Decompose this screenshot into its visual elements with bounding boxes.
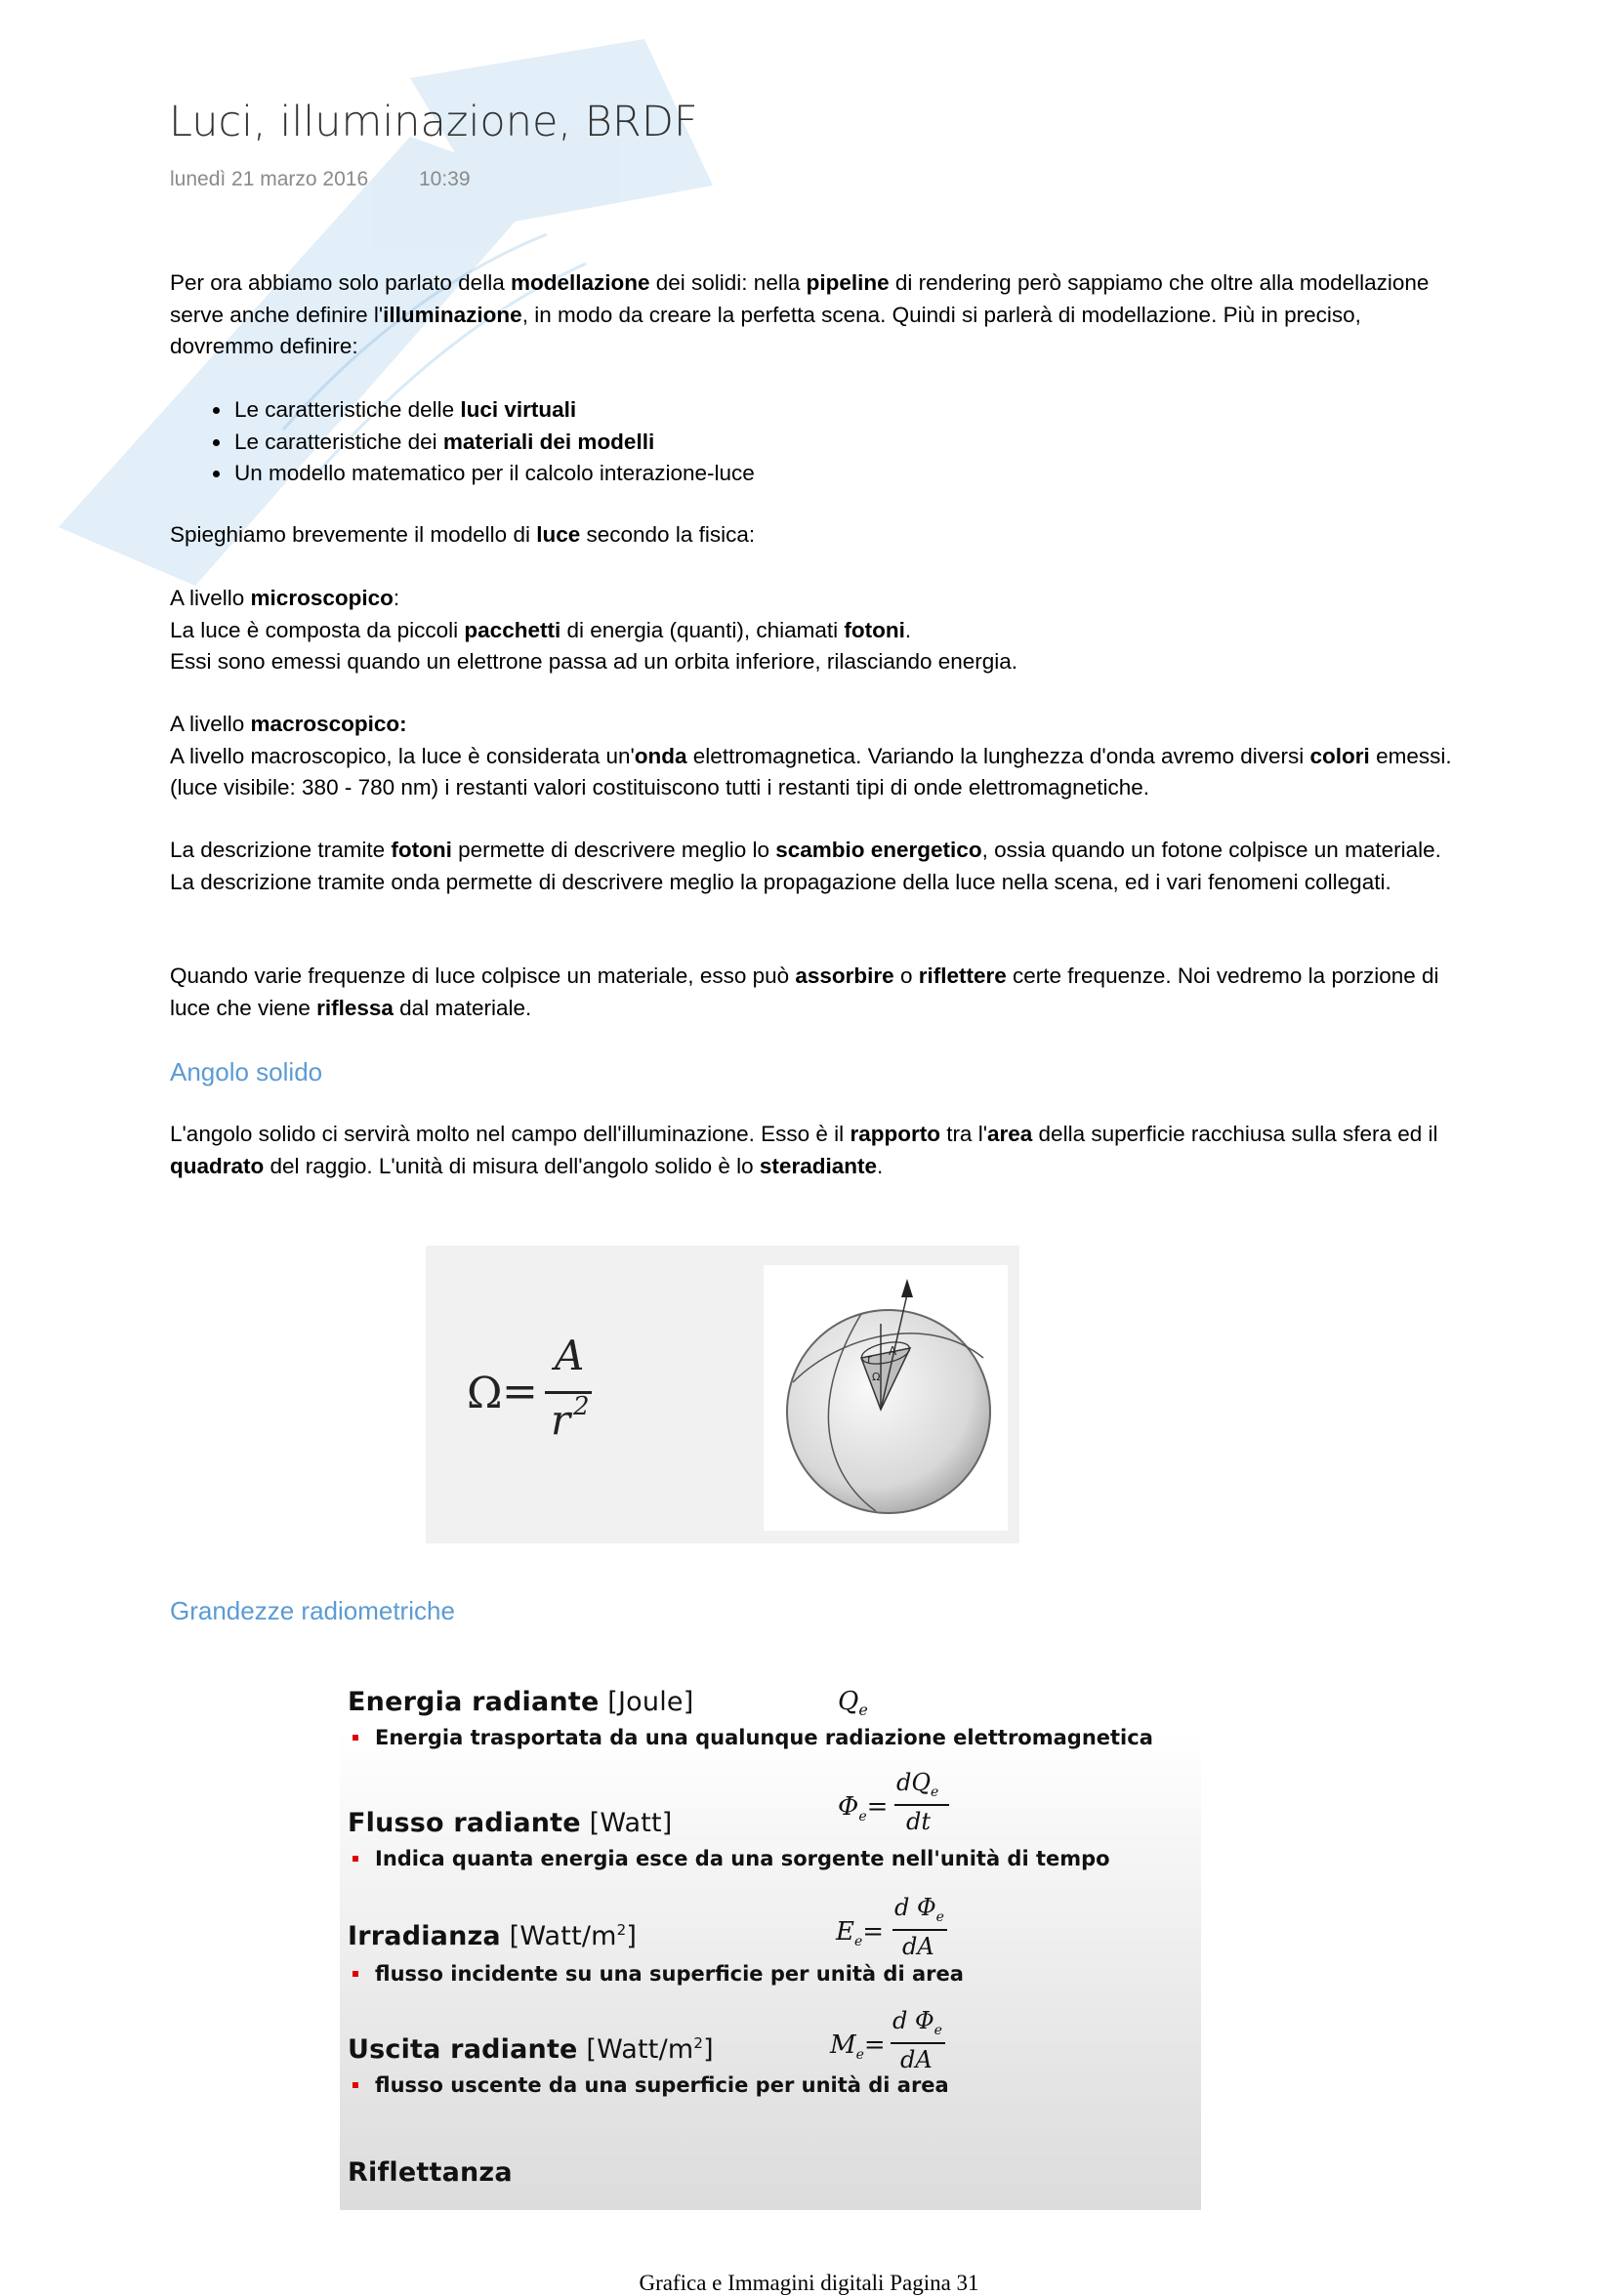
label-a: A	[889, 1344, 897, 1358]
date-line	[170, 168, 516, 191]
label-omega: Ω	[872, 1371, 881, 1383]
intro-paragraph: Per ora abbiamo solo parlato della modellazione dei solidi: nella pipeline di rendering però sappiamo che oltre alla modellazione serve anche definire l'illuminazione, in modo da creare la perfetta scena. Quindi si parlerà di modellazione. Più in preciso, dovremmo definire:	[170, 270, 1430, 358]
list-item: • Un modello matematico per il calcolo interazione-luce	[232, 458, 755, 490]
formula-energy: $Q_e$	[838, 1687, 868, 1720]
solid-angle-formula: Ω = A r 2	[467, 1333, 623, 1451]
date: lunedì 21 marzo 2016	[170, 168, 369, 190]
micro-paragraph: A livello microscopico: La luce è composta da piccoli pacchetti di energia (quanti), chiamati fotoni. Essi sono emessi quando un elettrone passa ad un orbita inferiore, rilasciando energia.	[170, 586, 1018, 674]
heading-solid-angle: Angolo solido	[170, 1057, 323, 1086]
heading-radiometric: Grandezze radiometriche	[170, 1596, 455, 1625]
radiometric-item: Flusso radiante [Watt]	[348, 1808, 673, 1838]
formula-flux: $\Phi_e=$ $dQ_e$ dt	[838, 1769, 965, 1847]
macro-paragraph: A livello macroscopico: A livello macroscopico, la luce è considerata un'onda elettromagnetica. Variando la lunghezza d'onda avremo diversi colori emessi. (luce visibile: 380 - 780 nm) i restanti valori costituiscono tutti i restanti tipi di onde elettromagnetiche.	[170, 712, 1452, 800]
radiometric-desc: flusso uscente da una superficie per unità di area	[361, 2073, 949, 2097]
radiometric-desc: Energia trasportata da una qualunque radiazione elettromagnetica	[361, 1726, 1153, 1749]
frequency-paragraph: Quando varie frequenze di luce colpisce un materiale, esso può assorbire o riflettere certe frequenze. Noi vedremo la porzione di luce che viene riflessa dal materiale.	[170, 964, 1439, 1020]
bullet-list	[170, 394, 755, 490]
formula-exitance: $M_e=$ d $\Phi_e$ dA	[830, 2007, 957, 2085]
radiometric-item: Energia radiante [Joule]	[348, 1687, 694, 1717]
list-item: • Le caratteristiche dei materiali dei modelli	[232, 427, 755, 459]
page-title: Luci, illuminazione, BRDF	[169, 98, 698, 146]
radiometric-item: Riflettanza	[348, 2157, 513, 2188]
label-r: r	[867, 1352, 872, 1366]
list-item: • Le caratteristiche delle luci virtuali	[232, 394, 755, 427]
radiometric-item: Uscita radiante $[Watt/m^2]$	[348, 2034, 714, 2065]
radiometric-figure	[340, 1687, 1201, 2210]
page-footer: Grafica e Immagini digitali Pagina 31	[639, 2271, 979, 2295]
explain-paragraph: Spieghiamo brevemente il modello di luce secondo la fisica:	[170, 522, 756, 547]
solid-angle-figure	[426, 1246, 1019, 1543]
radiometric-item: Irradianza $[Watt/m^2]$	[348, 1921, 638, 1951]
time: 10:39	[418, 168, 471, 190]
radiometric-desc: flusso incidente su una superficie per unità di area	[361, 1962, 964, 1986]
solid-angle-paragraph: L'angolo solido ci servirà molto nel campo dell'illuminazione. Esso è il rapporto tra l'area della superficie racchiusa sulla sfera ed il quadrato del raggio. L'unità di misura dell'angolo solido è lo steradiante.	[170, 1122, 1438, 1178]
radiometric-desc: Indica quanta energia esce da una sorgente nell'unità di tempo	[361, 1847, 1110, 1870]
sphere-diagram	[764, 1265, 1008, 1531]
formula-irradiance: $E_e=$ d $\Phi_e$ dA	[836, 1894, 963, 1972]
description-paragraph: La descrizione tramite fotoni permette di descrivere meglio lo scambio energetico, ossia quando un fotone colpisce un materiale. La descrizione tramite onda permette di descrivere meglio la propagazione della luce nella scena, ed i vari fenomeni collegati.	[170, 838, 1441, 894]
